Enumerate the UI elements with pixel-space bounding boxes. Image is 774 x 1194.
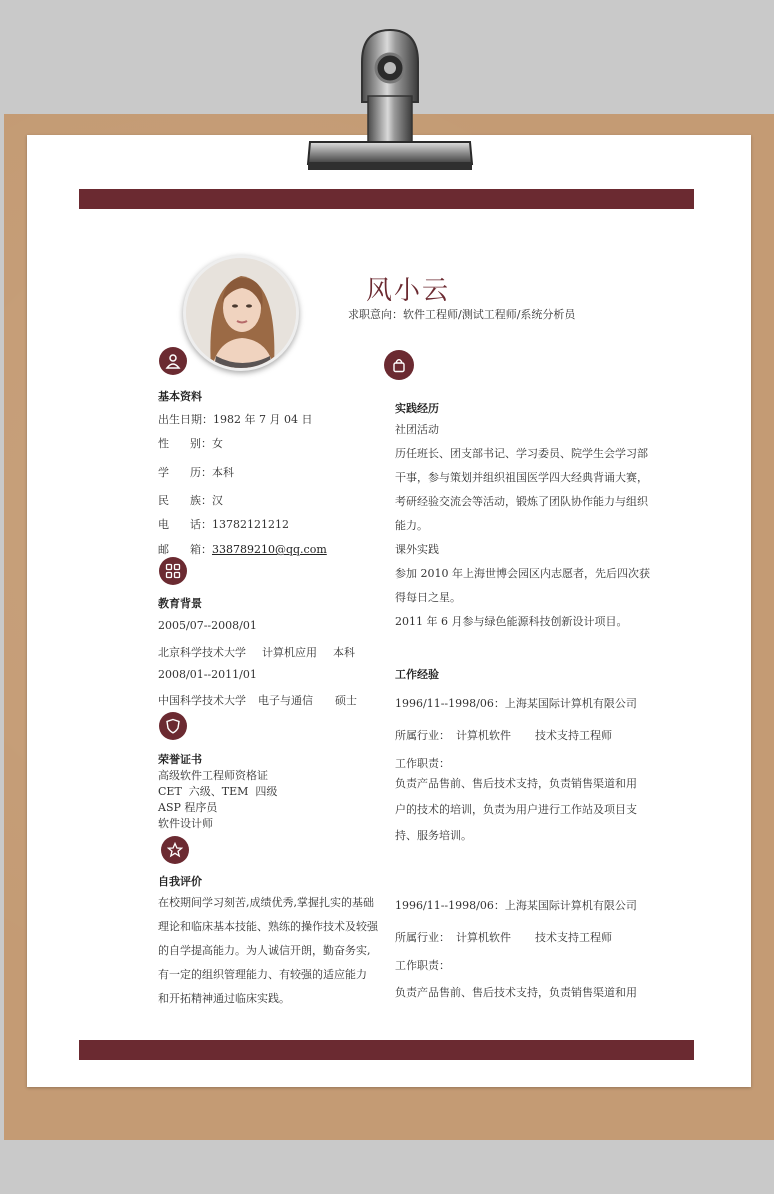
ethnic-label: 民 族： [158,494,212,507]
education-title: 教育背景 [158,597,202,610]
practice-title: 实践经历 [395,402,439,415]
bottom-accent-bar [79,1040,694,1060]
education-value: 本科 [211,466,234,479]
phone-label: 电 话： [158,518,212,531]
practice-line: 考研经验交流会等活动，锻炼了团队协作能力与组织 [395,495,648,508]
job-2-position: 技术支持工程师 [535,931,612,944]
job-2-industry: 计算机软件 [456,931,511,944]
job-2-header [395,897,637,913]
job-2-industry-row [395,929,612,945]
practice-line: 课外实践 [395,543,439,556]
job-1-duties [395,771,637,849]
practice-line: 干事，参与策划并组织祖国医学四大经典背诵大赛， [395,471,648,484]
email-link[interactable]: 338789210@qq.com [211,543,327,556]
job-1-duty-line: 负责产品售前、售后技术支持，负责销售渠道和用 [395,777,637,790]
major-2: 电子与通信 [258,694,313,707]
binder-clip-icon [300,22,480,182]
basic-info-title: 基本资料 [158,390,202,403]
candidate-name: 风小云 [366,276,451,306]
major-1: 计算机应用 [262,646,317,659]
birth-date: 出生日期：1982 年 7 月 04 日 [158,413,313,426]
work-title: 工作经验 [395,668,439,681]
degree-2: 硕士 [335,694,357,707]
ethnic-row [158,492,223,508]
job-1-duty-line: 户的技术的培训，负责为用户进行工作站及项目支 [395,803,637,816]
honor-item-4: 软件设计师 [158,817,213,830]
shield-icon [159,712,187,740]
self-eval-line: 在校期间学习刻苦,成绩优秀,掌握扎实的基础 [158,896,374,909]
job-1-period: 1996/11--1998/06： [395,697,505,710]
education-period-1: 2005/07--2008/01 [158,619,257,632]
practice-line: 能力。 [395,519,428,532]
education-row-2 [158,692,357,708]
star-icon [161,836,189,864]
job-2-duty-line: 负责产品售前、售后技术支持，负责销售渠道和用 [395,986,637,999]
honors-title: 荣誉证书 [158,753,202,766]
practice-line: 历任班长、团支部书记、学习委员、院学生会学习部 [395,447,648,460]
education-period-2: 2008/01--2011/01 [158,668,257,681]
education-icon [159,557,187,585]
job-1-position: 技术支持工程师 [535,729,612,742]
job-1-company: 上海某国际计算机有限公司 [504,697,637,710]
self-eval-line: 理论和临床基本技能、熟练的操作技术及较强 [158,920,378,933]
honor-item-2: CET 六级、TEM 四级 [158,785,278,798]
practice-text [395,418,650,634]
email-row [158,541,327,557]
practice-line: 社团活动 [395,423,439,436]
ethnic-value: 汉 [211,494,223,507]
education-label: 学 历： [158,466,212,479]
gender-row [158,435,223,451]
job-2-industry-label: 所属行业： [395,931,450,944]
profile-photo [183,255,299,371]
top-accent-bar [79,189,694,209]
practice-line: 2011 年 6 月参与绿色能源科技创新设计项目。 [395,615,628,628]
job-objective: 求职意向：软件工程师/测试工程师/系统分析员 [348,308,576,321]
honor-item-3: ASP 程序员 [158,801,218,814]
job-2-duty-label: 工作职责： [395,959,450,972]
job-1-header [395,695,637,711]
practice-line: 得每日之星。 [395,591,461,604]
bag-icon [384,350,414,380]
self-eval-text [158,891,378,1011]
gender-value: 女 [211,437,223,450]
job-1-duty-line: 持、服务培训。 [395,829,472,842]
self-eval-line: 和开拓精神通过临床实践。 [158,992,290,1005]
phone-row [158,516,289,532]
person-icon [159,347,187,375]
honor-item-1: 高级软件工程师资格证 [158,769,268,782]
education-row [158,464,234,480]
school-2: 中国科学技术大学 [158,694,246,707]
self-eval-line: 的自学提高能力。为人诚信开朗，勤奋务实, [158,944,371,957]
job-2-period: 1996/11--1998/06： [395,899,505,912]
self-eval-title: 自我评价 [158,875,202,888]
job-1-industry: 计算机软件 [456,729,511,742]
degree-1: 本科 [333,646,355,659]
education-row-1 [158,644,355,660]
email-label: 邮 箱： [158,543,212,556]
practice-line: 参加 2010 年上海世博会园区内志愿者，先后四次获 [395,567,650,580]
gender-label: 性 别： [158,437,212,450]
job-1-duty-label: 工作职责： [395,757,450,770]
phone-value: 13782121212 [211,518,289,531]
school-1: 北京科学技术大学 [158,646,246,659]
job-2-duties [395,980,637,1006]
job-2-company: 上海某国际计算机有限公司 [504,899,637,912]
self-eval-line: 有一定的组织管理能力、有较强的适应能力 [158,968,367,981]
job-1-industry-label: 所属行业： [395,729,450,742]
job-1-industry-row [395,727,612,743]
